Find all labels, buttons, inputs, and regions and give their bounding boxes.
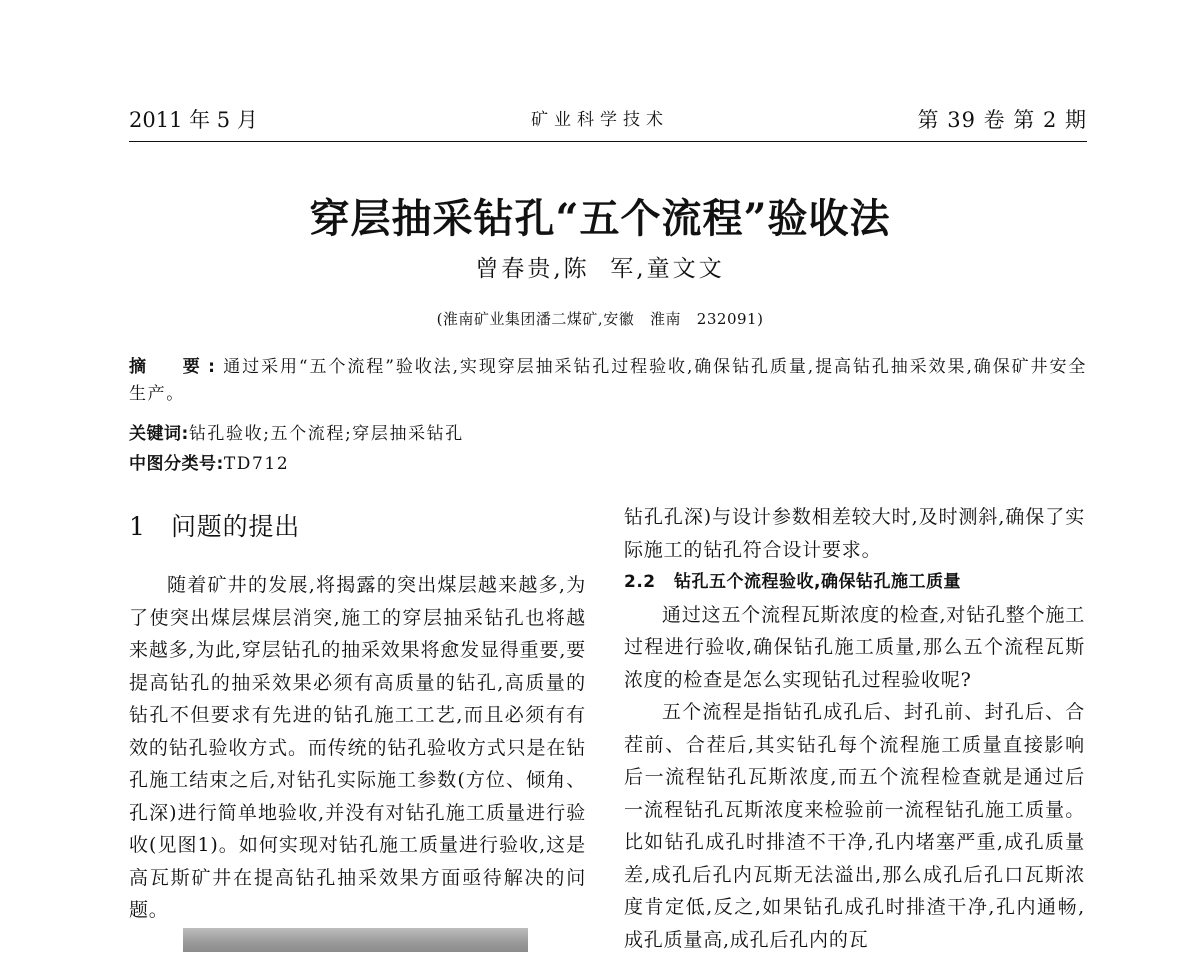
classification-number [129, 451, 289, 478]
abstract [129, 354, 1087, 408]
keywords-text: 钻孔验收;五个流程;穿层抽采钻孔 [188, 424, 464, 444]
article-title: 穿层抽采钻孔“五个流程”验收法 [309, 195, 891, 242]
left-column [129, 506, 586, 927]
header-rule [129, 141, 1087, 142]
continued-paragraph: 钻孔孔深)与设计参数相差较大时,及时测斜,确保了实际施工的钻孔符合设计要求。 [624, 506, 1085, 561]
article-affiliation: (淮南矿业集团潘二煤矿,安徽 淮南 232091) [436, 310, 764, 328]
subsection-title: 钻孔五个流程验收,确保钻孔施工质量 [674, 572, 961, 592]
section-heading [129, 506, 586, 548]
header-date: 2011 年 5 月 [129, 108, 258, 132]
subsection-number: 2.2 [624, 572, 656, 592]
abstract-text: 通过采用“五个流程”验收法,实现穿层抽采钻孔过程验收,确保钻孔质量,提高钻孔抽采效果,确保矿井安全生产。 [129, 357, 1087, 404]
header-journal-name: 矿业科学技术 [531, 110, 669, 130]
clc-label: 中图分类号: [129, 454, 224, 474]
article-authors: 曾春贵,陈 军,童文文 [475, 256, 725, 282]
keywords-label: 关键词: [129, 424, 189, 444]
right-column [624, 501, 1085, 956]
clc-text: TD712 [223, 454, 290, 474]
paragraph-five-processes: 五个流程是指钻孔成孔后、封孔前、封孔后、合茬前、合茬后,其实钻孔每个流程施工质量直接影响后一流程钻孔瓦斯浓度,而五个流程检查就是通过后一流程钻孔瓦斯浓度来检验前一流程钻孔施工质量。比如钻孔成孔时排渣不干净,孔内堵塞严重,成孔质量差,成孔后孔内瓦斯无法溢出,那么成孔后孔口瓦斯浓度肯定低,反之,如果钻孔成孔时排渣干净,孔内通畅,成孔质量高,成孔后孔内的瓦 [624, 701, 1085, 951]
header-issue: 第 39 卷 第 2 期 [917, 108, 1087, 132]
subsection-heading [624, 566, 1085, 599]
section-paragraph: 随着矿井的发展,将揭露的突出煤层越来越多,为了使突出煤层煤层消突,施工的穿层抽采钻孔也将越来越多,为此,穿层钻孔的抽采效果将愈发显得重要,要提高钻孔的抽采效果必须有高质量的钻孔,高质量的钻孔不但要求有先进的钻孔施工工艺,而且必须有有效的钻孔验收方式。而传统的钻孔验收方式只是在钻孔施工结束之后,对钻孔实际施工参数(方位、倾角、孔深)进行简单地验收,并没有对钻孔施工质量进行验收(见图1)。如何实现对钻孔施工质量进行验收,这是高瓦斯矿井在提高钻孔抽采效果方面亟待解决的问题。 [129, 574, 586, 921]
section-title: 问题的提出 [171, 512, 301, 541]
keywords [129, 421, 464, 448]
figure-image-top [183, 928, 528, 952]
paragraph-inspection: 通过这五个流程瓦斯浓度的检查,对钻孔整个施工过程进行验收,确保钻孔施工质量,那么五个流程瓦斯浓度的检查是怎么实现钻孔过程验收呢? [624, 603, 1085, 691]
section-number: 1 [129, 512, 146, 541]
abstract-label: 摘 要: [129, 357, 223, 377]
